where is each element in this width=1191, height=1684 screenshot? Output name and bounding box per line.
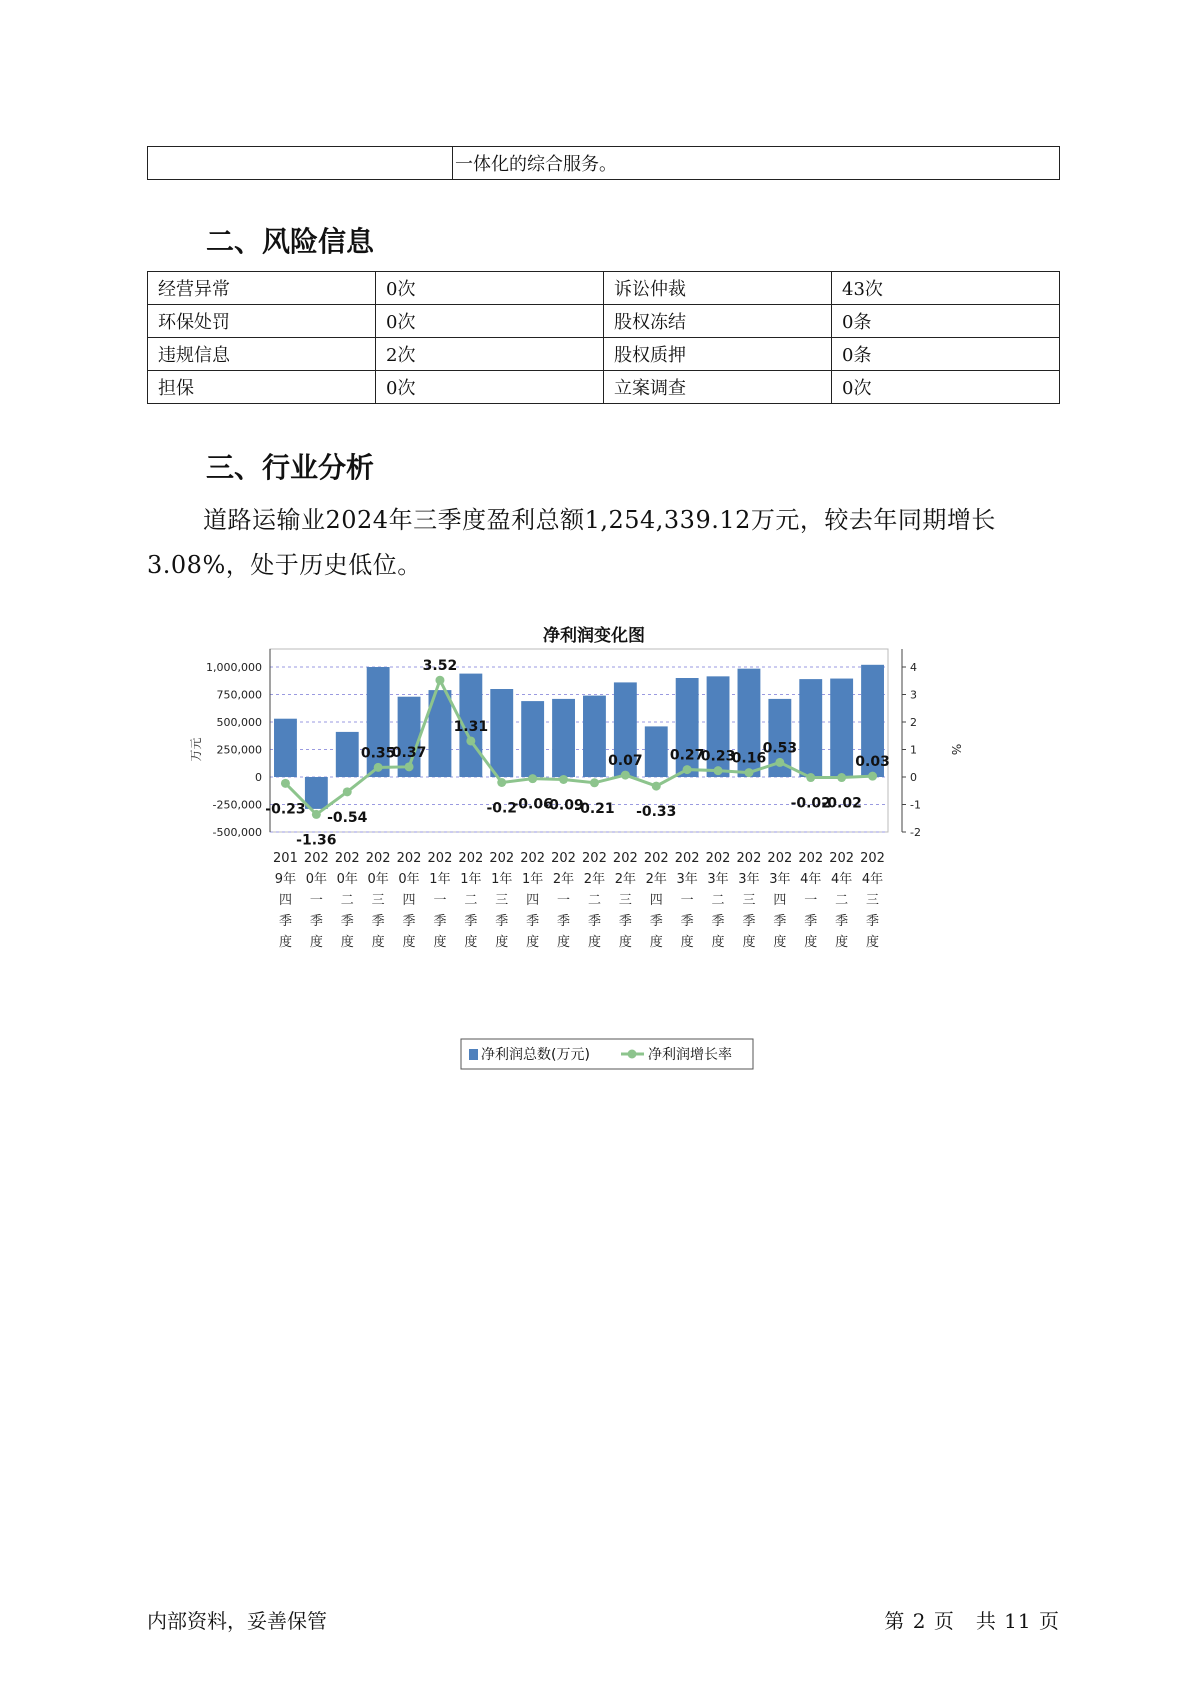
x-tick-label: 二 bbox=[340, 893, 354, 908]
y-tick-label-left: 1,000,000 bbox=[206, 661, 262, 674]
risk-value: 0次 bbox=[832, 371, 1060, 404]
x-tick-label: 季 bbox=[557, 914, 571, 929]
data-label: -0.09 bbox=[543, 797, 584, 814]
growth-point bbox=[343, 787, 352, 796]
x-tick-label: 202 bbox=[829, 851, 855, 866]
footer-page-number: 第 2 页 共 11 页 bbox=[884, 1609, 1060, 1633]
data-label: -0.54 bbox=[327, 809, 368, 826]
table-row bbox=[148, 371, 1060, 404]
risk-value: 0次 bbox=[376, 272, 604, 305]
y-tick-label-right: 3 bbox=[910, 688, 917, 702]
x-tick-label: 三 bbox=[866, 893, 880, 908]
x-tick-label: 1年 bbox=[491, 872, 513, 887]
x-tick-label: 季 bbox=[649, 914, 663, 929]
x-tick-label: 季 bbox=[495, 914, 509, 929]
risk-value: 43次 bbox=[832, 272, 1060, 305]
risk-label: 股权冻结 bbox=[604, 305, 832, 338]
x-tick-label: 季 bbox=[804, 914, 818, 929]
x-tick-label: 度 bbox=[340, 935, 354, 950]
legend-label-bar: 净利润总数(万元) bbox=[481, 1047, 590, 1063]
net-profit-chart bbox=[180, 620, 980, 1080]
growth-point bbox=[744, 768, 753, 777]
risk-label: 环保处罚 bbox=[148, 305, 376, 338]
data-label: 0.35 bbox=[360, 745, 396, 762]
x-tick-label: 0年 bbox=[305, 872, 327, 887]
x-tick-label: 202 bbox=[396, 851, 422, 866]
x-tick-label: 度 bbox=[711, 935, 725, 950]
risk-label: 立案调查 bbox=[604, 371, 832, 404]
chart-title: 净利润变化图 bbox=[543, 626, 645, 646]
x-tick-label: 度 bbox=[433, 935, 447, 950]
table-cell: 一体化的综合服务。 bbox=[453, 147, 1060, 180]
bar bbox=[830, 679, 853, 777]
x-tick-label: 度 bbox=[804, 935, 818, 950]
y-tick-label-right: 0 bbox=[910, 771, 917, 784]
risk-label: 股权质押 bbox=[604, 338, 832, 371]
growth-point bbox=[528, 774, 537, 783]
x-tick-label: 1年 bbox=[522, 872, 544, 887]
x-tick-label: 0年 bbox=[336, 872, 358, 887]
x-tick-label: 度 bbox=[742, 935, 756, 950]
legend-swatch-bar bbox=[469, 1049, 478, 1060]
x-tick-label: 季 bbox=[309, 914, 323, 929]
company-info-table-tail bbox=[147, 146, 1060, 180]
data-label: 0.27 bbox=[669, 747, 705, 764]
x-tick-label: 201 bbox=[273, 851, 298, 866]
y-tick-label-right: -2 bbox=[910, 826, 921, 839]
data-label: 0.53 bbox=[762, 740, 798, 757]
table-row bbox=[148, 147, 1060, 180]
x-tick-label: 四 bbox=[526, 893, 540, 908]
x-tick-label: 202 bbox=[736, 851, 762, 866]
risk-label: 违规信息 bbox=[148, 338, 376, 371]
growth-point bbox=[590, 778, 599, 787]
x-tick-label: 季 bbox=[618, 914, 632, 929]
bar bbox=[490, 689, 513, 777]
x-tick-label: 度 bbox=[835, 935, 849, 950]
y-tick-label-right: 2 bbox=[910, 716, 917, 729]
chart-svg bbox=[180, 620, 980, 1080]
section-heading-industry: 三、行业分析 bbox=[206, 451, 375, 484]
x-tick-label: 度 bbox=[866, 935, 880, 950]
x-tick-label: 4年 bbox=[861, 872, 884, 887]
growth-point bbox=[312, 810, 321, 819]
risk-label: 诉讼仲裁 bbox=[604, 272, 832, 305]
x-tick-label: 季 bbox=[680, 914, 694, 929]
x-tick-label: 季 bbox=[278, 914, 292, 929]
legend-swatch-point bbox=[628, 1050, 637, 1059]
x-tick-label: 三 bbox=[495, 893, 509, 908]
y-tick-label-right: 1 bbox=[910, 743, 917, 757]
industry-paragraph: 道路运输业2024年三季度盈利总额1,254,339.12万元，较去年同期增长3.08%，处于历史低位。 bbox=[147, 506, 996, 579]
x-tick-label: 202 bbox=[489, 851, 515, 866]
x-tick-label: 三 bbox=[742, 893, 756, 908]
x-tick-label: 二 bbox=[835, 893, 849, 908]
x-tick-label: 度 bbox=[464, 935, 478, 950]
growth-point bbox=[281, 779, 290, 788]
x-tick-label: 3年 bbox=[769, 872, 791, 887]
x-tick-label: 季 bbox=[371, 914, 385, 929]
x-tick-label: 9年 bbox=[274, 872, 297, 887]
growth-point bbox=[652, 782, 661, 791]
x-tick-label: 一 bbox=[680, 893, 694, 908]
x-tick-label: 度 bbox=[649, 935, 663, 950]
bar bbox=[799, 679, 822, 777]
data-label: -0.02 bbox=[790, 795, 831, 812]
x-tick-label: 202 bbox=[365, 851, 391, 866]
y-tick-label-left: -250,000 bbox=[212, 798, 262, 812]
y-tick-label-left: 250,000 bbox=[216, 743, 262, 757]
growth-point bbox=[466, 736, 475, 745]
data-label: 1.31 bbox=[453, 718, 489, 735]
x-tick-label: 一 bbox=[433, 893, 447, 908]
risk-value: 0条 bbox=[832, 305, 1060, 338]
x-tick-label: 2年 bbox=[645, 872, 667, 887]
data-label: -0.33 bbox=[636, 804, 677, 821]
growth-point bbox=[435, 676, 444, 685]
data-label: 0.16 bbox=[731, 750, 767, 767]
risk-label: 担保 bbox=[148, 371, 376, 404]
x-tick-label: 四 bbox=[402, 893, 416, 908]
x-tick-label: 季 bbox=[340, 914, 354, 929]
growth-point bbox=[868, 772, 877, 781]
x-tick-label: 度 bbox=[680, 935, 694, 950]
x-tick-label: 度 bbox=[526, 935, 540, 950]
x-tick-label: 四 bbox=[278, 893, 292, 908]
data-label: -1.36 bbox=[296, 832, 337, 849]
y-tick-label-left: 0 bbox=[255, 771, 262, 784]
x-tick-label: 202 bbox=[303, 851, 329, 866]
x-tick-label: 202 bbox=[798, 851, 824, 866]
x-tick-label: 二 bbox=[464, 893, 478, 908]
x-tick-label: 3年 bbox=[707, 872, 729, 887]
x-tick-label: 202 bbox=[674, 851, 700, 866]
x-tick-label: 0年 bbox=[367, 872, 389, 887]
bar bbox=[336, 732, 359, 777]
data-label: -0.06 bbox=[512, 796, 553, 813]
x-tick-label: 度 bbox=[587, 935, 601, 950]
table-row bbox=[148, 272, 1060, 305]
x-tick-label: 一 bbox=[557, 893, 571, 908]
x-tick-label: 2年 bbox=[552, 872, 575, 887]
x-tick-label: 度 bbox=[495, 935, 509, 950]
growth-point bbox=[405, 762, 414, 771]
table-cell bbox=[148, 147, 453, 180]
section-heading-risk: 二、风险信息 bbox=[206, 225, 375, 258]
risk-value: 0条 bbox=[832, 338, 1060, 371]
growth-point bbox=[374, 763, 383, 772]
x-tick-label: 季 bbox=[773, 914, 787, 929]
x-tick-label: 202 bbox=[705, 851, 731, 866]
x-tick-label: 202 bbox=[427, 851, 453, 866]
data-label: -0.2 bbox=[486, 800, 518, 817]
x-tick-label: 202 bbox=[643, 851, 669, 866]
x-tick-label: 4年 bbox=[800, 872, 822, 887]
y-axis-title-left: 万元 bbox=[189, 737, 203, 762]
risk-label: 经营异常 bbox=[148, 272, 376, 305]
x-tick-label: 季 bbox=[711, 914, 725, 929]
risk-info-table bbox=[147, 271, 1060, 404]
data-label: -0.21 bbox=[574, 800, 615, 817]
y-tick-label-left: -500,000 bbox=[212, 826, 262, 839]
risk-value: 2次 bbox=[376, 338, 604, 371]
x-tick-label: 度 bbox=[309, 935, 323, 950]
x-tick-label: 2年 bbox=[583, 872, 606, 887]
x-tick-label: 3年 bbox=[676, 872, 698, 887]
bar bbox=[552, 699, 575, 777]
x-tick-label: 2年 bbox=[614, 872, 636, 887]
data-label: 0.37 bbox=[391, 744, 427, 761]
growth-point bbox=[714, 766, 723, 775]
x-tick-label: 0年 bbox=[398, 872, 420, 887]
x-tick-label: 202 bbox=[582, 851, 607, 866]
x-tick-label: 202 bbox=[520, 851, 546, 866]
x-tick-label: 202 bbox=[767, 851, 793, 866]
legend-label-line: 净利润增长率 bbox=[648, 1047, 732, 1063]
x-tick-label: 202 bbox=[458, 851, 484, 866]
growth-point bbox=[683, 765, 692, 774]
y-axis-title-right: % bbox=[949, 743, 963, 756]
x-tick-label: 度 bbox=[618, 935, 632, 950]
x-tick-label: 三 bbox=[618, 893, 632, 908]
x-tick-label: 二 bbox=[711, 893, 725, 908]
x-tick-label: 度 bbox=[402, 935, 416, 950]
x-tick-label: 一 bbox=[804, 893, 818, 908]
x-tick-label: 度 bbox=[371, 935, 385, 950]
risk-value: 0次 bbox=[376, 371, 604, 404]
y-tick-label-left: 500,000 bbox=[216, 716, 262, 729]
y-tick-label-right: -1 bbox=[910, 798, 921, 812]
x-tick-label: 度 bbox=[773, 935, 787, 950]
x-tick-label: 季 bbox=[866, 914, 880, 929]
x-tick-label: 四 bbox=[649, 893, 663, 908]
x-tick-label: 度 bbox=[557, 935, 571, 950]
x-tick-label: 1年 bbox=[460, 872, 482, 887]
bar bbox=[645, 726, 668, 777]
x-tick-label: 202 bbox=[334, 851, 360, 866]
data-label: -0.23 bbox=[265, 801, 306, 818]
footer-confidential: 内部资料，妥善保管 bbox=[147, 1609, 327, 1633]
growth-point bbox=[806, 773, 815, 782]
x-tick-label: 202 bbox=[551, 851, 576, 866]
x-tick-label: 四 bbox=[773, 893, 787, 908]
x-tick-label: 202 bbox=[612, 851, 638, 866]
data-label: -0.02 bbox=[821, 795, 862, 812]
x-tick-label: 一 bbox=[309, 893, 323, 908]
x-tick-label: 三 bbox=[371, 893, 385, 908]
bar bbox=[305, 777, 328, 809]
data-label: 0.07 bbox=[608, 753, 643, 770]
x-tick-label: 季 bbox=[402, 914, 416, 929]
table-row bbox=[148, 338, 1060, 371]
x-tick-label: 3年 bbox=[738, 872, 760, 887]
growth-point bbox=[559, 775, 568, 784]
risk-value: 0次 bbox=[376, 305, 604, 338]
bar bbox=[274, 719, 297, 777]
x-tick-label: 202 bbox=[860, 851, 885, 866]
growth-point bbox=[621, 771, 630, 780]
x-tick-label: 季 bbox=[433, 914, 447, 929]
data-label: 0.03 bbox=[855, 754, 890, 771]
table-row bbox=[148, 305, 1060, 338]
bar bbox=[583, 696, 606, 777]
x-tick-label: 季 bbox=[835, 914, 849, 929]
growth-point bbox=[837, 773, 846, 782]
growth-point bbox=[775, 758, 784, 767]
growth-point bbox=[497, 778, 506, 787]
x-tick-label: 季 bbox=[742, 914, 756, 929]
x-tick-label: 4年 bbox=[831, 872, 853, 887]
data-label: 3.52 bbox=[422, 658, 458, 675]
x-tick-label: 1年 bbox=[429, 872, 451, 887]
x-tick-label: 季 bbox=[587, 914, 601, 929]
bar bbox=[521, 701, 544, 777]
x-tick-label: 季 bbox=[526, 914, 540, 929]
y-tick-label-left: 750,000 bbox=[216, 688, 262, 702]
data-label: 0.23 bbox=[700, 748, 736, 765]
x-tick-label: 度 bbox=[278, 935, 292, 950]
x-tick-label: 季 bbox=[464, 914, 478, 929]
x-tick-label: 二 bbox=[587, 893, 601, 908]
y-tick-label-right: 4 bbox=[910, 661, 917, 674]
